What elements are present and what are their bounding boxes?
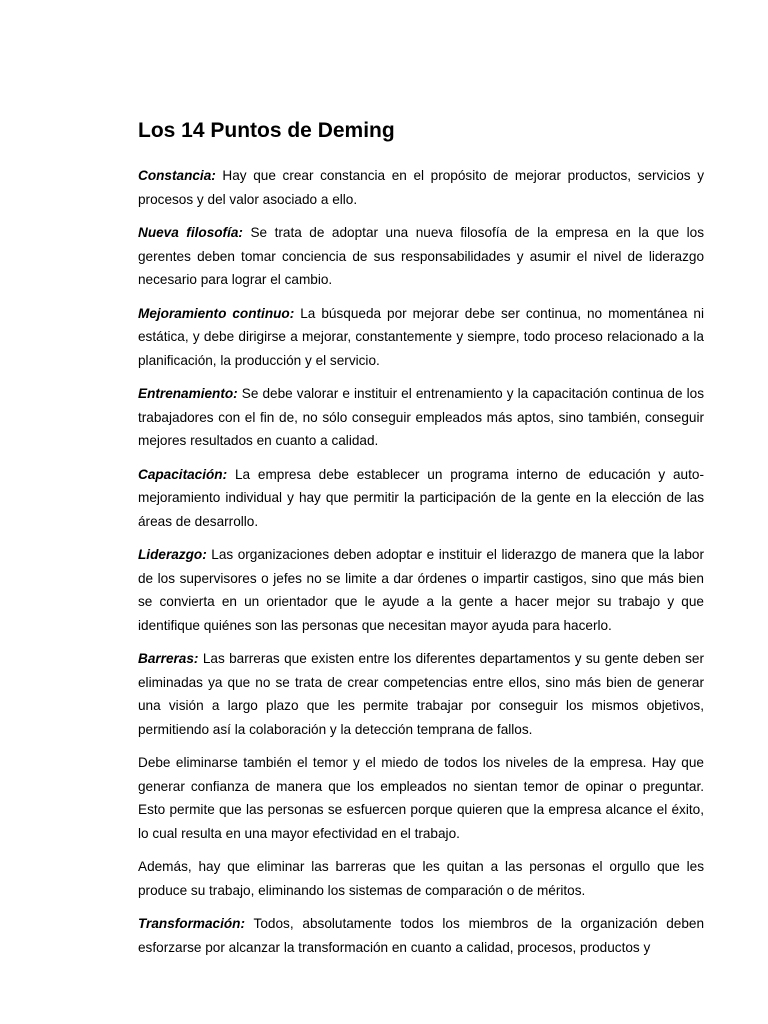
paragraph-text: Las barreras que existen entre los diferentes departamentos y su gente deben ser eliminadas ya que no se trata de crear competencias entre ellos, sino más bien de generar una visión a largo plazo que les permite trabajar por conseguir los mismos objetivos, permitiendo así la colaboración y la detección temprana de fallos. [138,651,704,737]
paragraph-capacitacion [138,463,704,534]
paragraph-text: Se trata de adoptar una nueva filosofía de la empresa en la que los gerentes deben tomar conciencia de sus responsabilidades y asumir el nivel de liderazgo necesario para lograr el cambio. [138,225,705,287]
paragraph-term: Transformación: [138,916,246,931]
paragraph-transformacion [138,912,704,959]
paragraph-term: Nueva filosofía: [138,225,243,240]
paragraph-text: La búsqueda por mejorar debe ser continua, no momentánea ni estática, y debe dirigirse a mejorar, constantemente y siempre, todo proceso relacionado a la planificación, la producción y el servicio. [138,305,704,368]
paragraph-mejoramiento-continuo [138,302,704,373]
document-page [138,118,704,969]
paragraph-text: Debe eliminarse también el temor y el miedo de todos los niveles de la empresa. Hay que generar confianza de manera que los empleados no sientan temor de opinar o preguntar. Esto permite que las personas se esfuercen porque quieren que la empresa alcance el éxito, lo cual resulta en una mayor efectividad en el trabajo. [138,755,704,841]
paragraph-orgullo [138,855,704,902]
paragraph-text: Además, hay que eliminar las barreras que les quitan a las personas el orgullo que les produce su trabajo, eliminando los sistemas de comparación o de méritos. [138,859,704,898]
paragraph-constancia [138,164,704,211]
document-title: Los 14 Puntos de Deming [138,119,395,142]
paragraph-term: Constancia: [138,168,216,183]
paragraph-entrenamiento [138,382,704,453]
paragraph-text: Hay que crear constancia en el propósito de mejorar productos, servicios y procesos y del valor asociado a ello. [138,168,704,207]
paragraph-barreras [138,647,704,741]
paragraph-term: Liderazgo: [138,547,207,562]
paragraph-nueva-filosofia [138,221,704,292]
paragraph-term: Capacitación: [138,466,228,482]
paragraph-text: Todos, absolutamente todos los miembros de la organización deben esforzarse por alcanzar la transformación en cuanto a calidad, procesos, productos y [138,916,704,955]
paragraph-text: Las organizaciones deben adoptar e instituir el liderazgo de manera que la labor de los supervisores o jefes no se limite a dar órdenes o impartir castigos, sino que más bien se convierta en un orientador que le ayude a la gente a hacer mejor su trabajo y que identifique quiénes son las personas que necesitan mayor ayuda para hacerlo. [138,547,704,633]
paragraph-text: La empresa debe establecer un programa interno de educación y auto-mejoramiento individual y hay que permitir la participación de la gente en la elección de las áreas de desarrollo. [138,466,704,529]
paragraph-temor [138,751,704,845]
paragraph-term: Barreras: [138,651,199,666]
paragraph-liderazgo [138,543,704,637]
paragraph-term: Entrenamiento: [138,386,238,401]
paragraph-text: Se debe valorar e instituir el entrenamiento y la capacitación continua de los trabajadores con el fin de, no sólo conseguir empleados más aptos, sino también, conseguir mejores resultados en cuanto a calidad. [138,386,704,448]
paragraph-term: Mejoramiento continuo: [138,305,295,321]
